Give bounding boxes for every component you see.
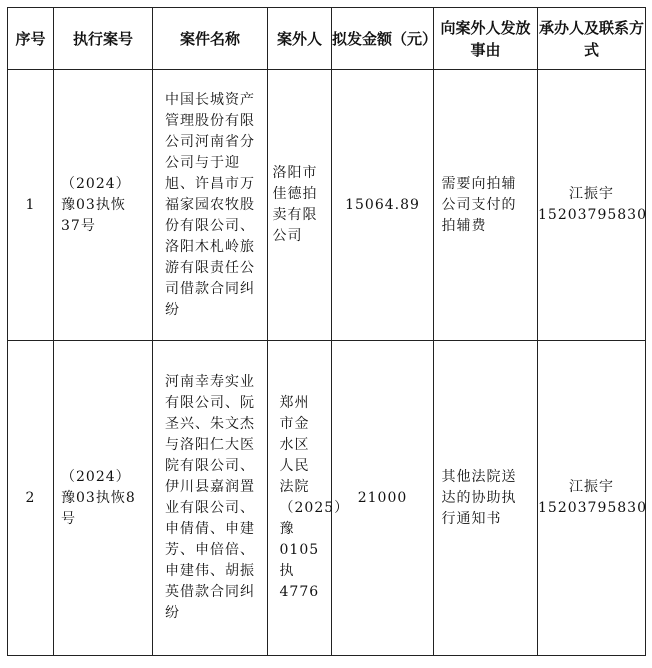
case-name-text: 河南幸寿实业有限公司、阮圣兴、朱文杰与洛阳仁大医院有限公司、伊川县嘉润置业有限公司、申倩倩、申建芳、申倍倍、申建伟、胡振英借款合同纠纷 xyxy=(165,374,255,621)
reason-text: 其他法院送达的协助执行通知书 xyxy=(441,468,517,527)
header-reason: 向案外人发放事由 xyxy=(434,8,538,70)
contact-phone: 15203795830 xyxy=(538,500,647,516)
header-outsider: 案外人 xyxy=(268,8,332,70)
header-contact: 承办人及联系方式 xyxy=(538,8,646,70)
case-name-text: 中国长城资产管理股份有限公司河南省分公司与于迎旭、许昌市万福家园农牧股份有限公司、洛阳木札岭旅游有限责任公司借款合同纠纷 xyxy=(165,91,255,318)
cell-case-no xyxy=(54,70,153,341)
cell-outsider xyxy=(268,341,350,656)
contact-name: 江振宇 xyxy=(569,479,614,495)
case-table xyxy=(7,7,646,656)
header-row xyxy=(8,8,646,70)
case-no-text: （2024）豫03执恢37号 xyxy=(61,175,131,234)
cell-seq: 1 xyxy=(8,70,54,341)
cell-case-no xyxy=(54,341,153,656)
cell-case-name xyxy=(153,70,268,341)
header-seq: 序号 xyxy=(8,8,54,70)
header-amount: 拟发金额（元） xyxy=(332,8,434,70)
case-no-text: （2024）豫03执恢8号 xyxy=(61,468,136,527)
cell-outsider xyxy=(268,70,332,341)
contact-name: 江振宇 xyxy=(569,186,614,202)
cell-amount: 21000 xyxy=(332,341,434,656)
cell-contact xyxy=(538,70,646,341)
cell-seq: 2 xyxy=(8,341,54,656)
outsider-text: 郑州市金水区人民法院（2025）豫0105执4776 xyxy=(279,395,350,600)
header-case-no: 执行案号 xyxy=(54,8,153,70)
cell-reason xyxy=(434,70,538,341)
cell-reason xyxy=(434,341,538,656)
cell-amount: 15064.89 xyxy=(332,70,434,341)
table-row xyxy=(8,341,646,656)
cell-case-name xyxy=(153,341,268,656)
outsider-text: 洛阳市佳德拍卖有限公司 xyxy=(272,165,318,244)
cell-contact xyxy=(538,341,646,656)
table-row xyxy=(8,70,646,341)
header-case-name: 案件名称 xyxy=(153,8,268,70)
reason-text: 需要向拍辅公司支付的拍辅费 xyxy=(441,175,517,234)
contact-phone: 15203795830 xyxy=(538,207,647,223)
